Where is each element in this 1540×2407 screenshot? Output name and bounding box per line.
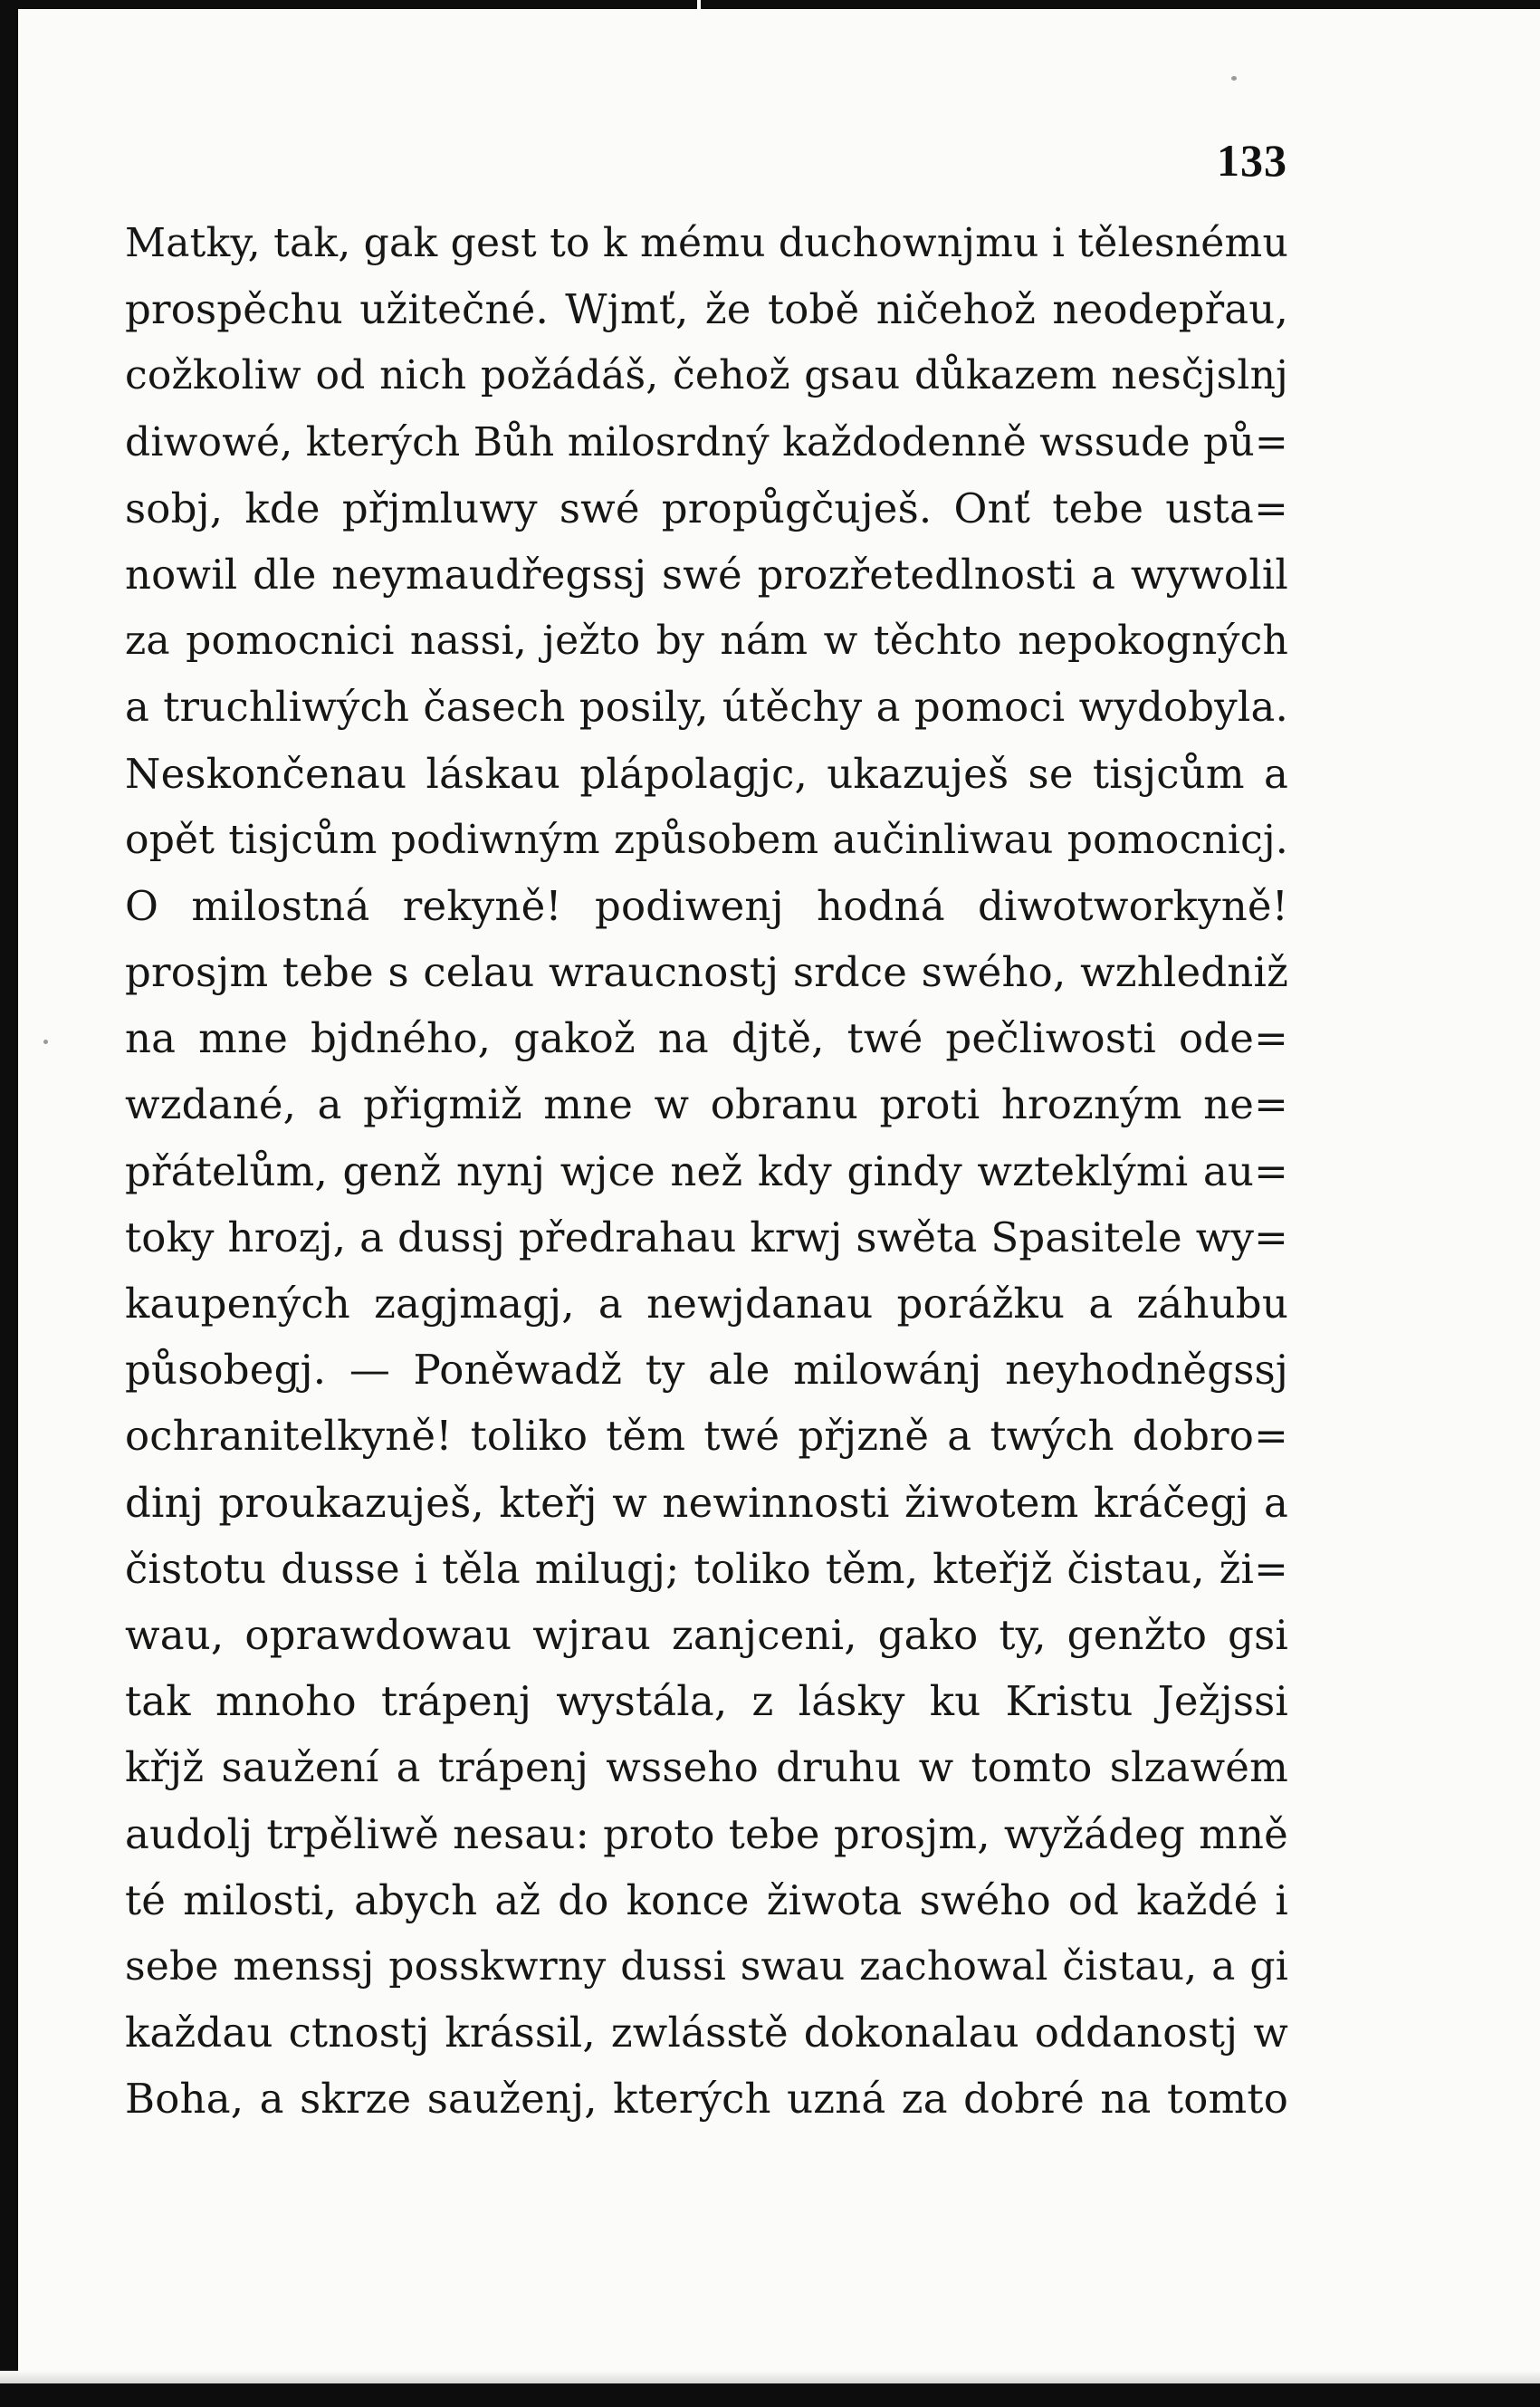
body-text xyxy=(125,210,1288,2132)
text-line: Neskončenau láskau plápolagjc, ukazuješ se tisjcům a xyxy=(125,749,1288,798)
text-line: za pomocnici nassi, ježto by nám w těchto nepokogných xyxy=(125,618,1288,665)
text-line: audolj trpěliwě nesau: proto tebe prosjm, wyžádeg mně xyxy=(125,1809,1288,1858)
text-line: té milosti, abych až do konce žiwota swého od každé i xyxy=(125,1875,1288,1924)
text-line: prosjm tebe s celau wraucnostj srdce swého, wzhledniž xyxy=(125,948,1288,997)
scan-shadow-bottom xyxy=(0,2371,1540,2383)
text-line: sobj, kde přjmluwy swé propůgčuješ. Onť tebe usta= xyxy=(125,484,1288,532)
text-line: nowil dle neymaudřegssj swé prozřetedlnosti a wywolil xyxy=(125,550,1288,599)
text-line: působegj. — Poněwadž ty ale milowánj neyhodněgssj xyxy=(125,1346,1288,1395)
scan-border-left xyxy=(0,0,18,2407)
paper-speck xyxy=(1231,76,1237,81)
text-line: cožkoliw od nich požádáš, čehož gsau důkazem nesčjslnj xyxy=(125,352,1288,399)
text-line: Boha, a skrze sauženj, kterých uzná za dobré na tomto xyxy=(125,2075,1288,2124)
text-line: na mne bjdného, gakož na djtě, twé pečliwosti ode= xyxy=(125,1014,1288,1063)
text-line: každau ctnostj krássil, zwlásstě dokonalau oddanostj w xyxy=(125,2009,1288,2057)
text-line: přátelům, genž nynj wjce než kdy gindy wzteklými au= xyxy=(125,1146,1288,1195)
text-line: dinj proukazuješ, kteřj w newinnosti žiwotem kráčegj a xyxy=(125,1478,1288,1527)
text-line: wau, oprawdowau wjrau zanjceni, gako ty, genžto gsi xyxy=(125,1610,1288,1659)
text-line: Matky, tak, gak gest to k mému duchownjmu i tělesnému xyxy=(125,220,1288,266)
text-line: wzdané, a přigmiž mne w obranu proti hrozným ne= xyxy=(125,1080,1288,1129)
text-line: O milostná rekyně! podiwenj hodná diwotworkyně! xyxy=(125,881,1288,930)
paper-speck xyxy=(43,1040,48,1044)
text-line: sebe menssj posskwrny dussi swau zachowal čistau, a gi xyxy=(125,1942,1288,1990)
text-line: a truchliwých časech posily, útěchy a pomoci wydobyla. xyxy=(125,683,1288,732)
text-line: kaupených zagjmagj, a newjdanau porážku a záhubu xyxy=(125,1280,1288,1328)
scan-border-gap xyxy=(18,9,1540,13)
scan-border-bottom xyxy=(0,2383,1540,2407)
text-line: prospěchu užitečné. Wjmť, že tobě ničehož neodepřau, xyxy=(125,285,1288,334)
text-line: čistotu dusse i těla milugj; toliko těm, kteřjž čistau, ži= xyxy=(125,1544,1288,1593)
text-line: křjž saužení a trápenj wsseho druhu w tomto slzawém xyxy=(125,1743,1288,1792)
text-line: toky hrozj, a dussj předrahau krwj swěta Spasitele wy= xyxy=(125,1213,1288,1261)
text-line: diwowé, kterých Bůh milosrdný každodenně wssude pů= xyxy=(125,418,1288,465)
scan-border-notch xyxy=(697,0,701,13)
text-line: ochranitelkyně! toliko těm twé přjzně a twých dobro= xyxy=(125,1412,1288,1461)
text-line: opět tisjcům podiwným způsobem aučinliwau pomocnicj. xyxy=(125,816,1288,863)
page-number: 133 xyxy=(1217,135,1287,186)
text-line: tak mnoho trápenj wystála, z lásky ku Kristu Ježjssi xyxy=(125,1677,1288,1726)
